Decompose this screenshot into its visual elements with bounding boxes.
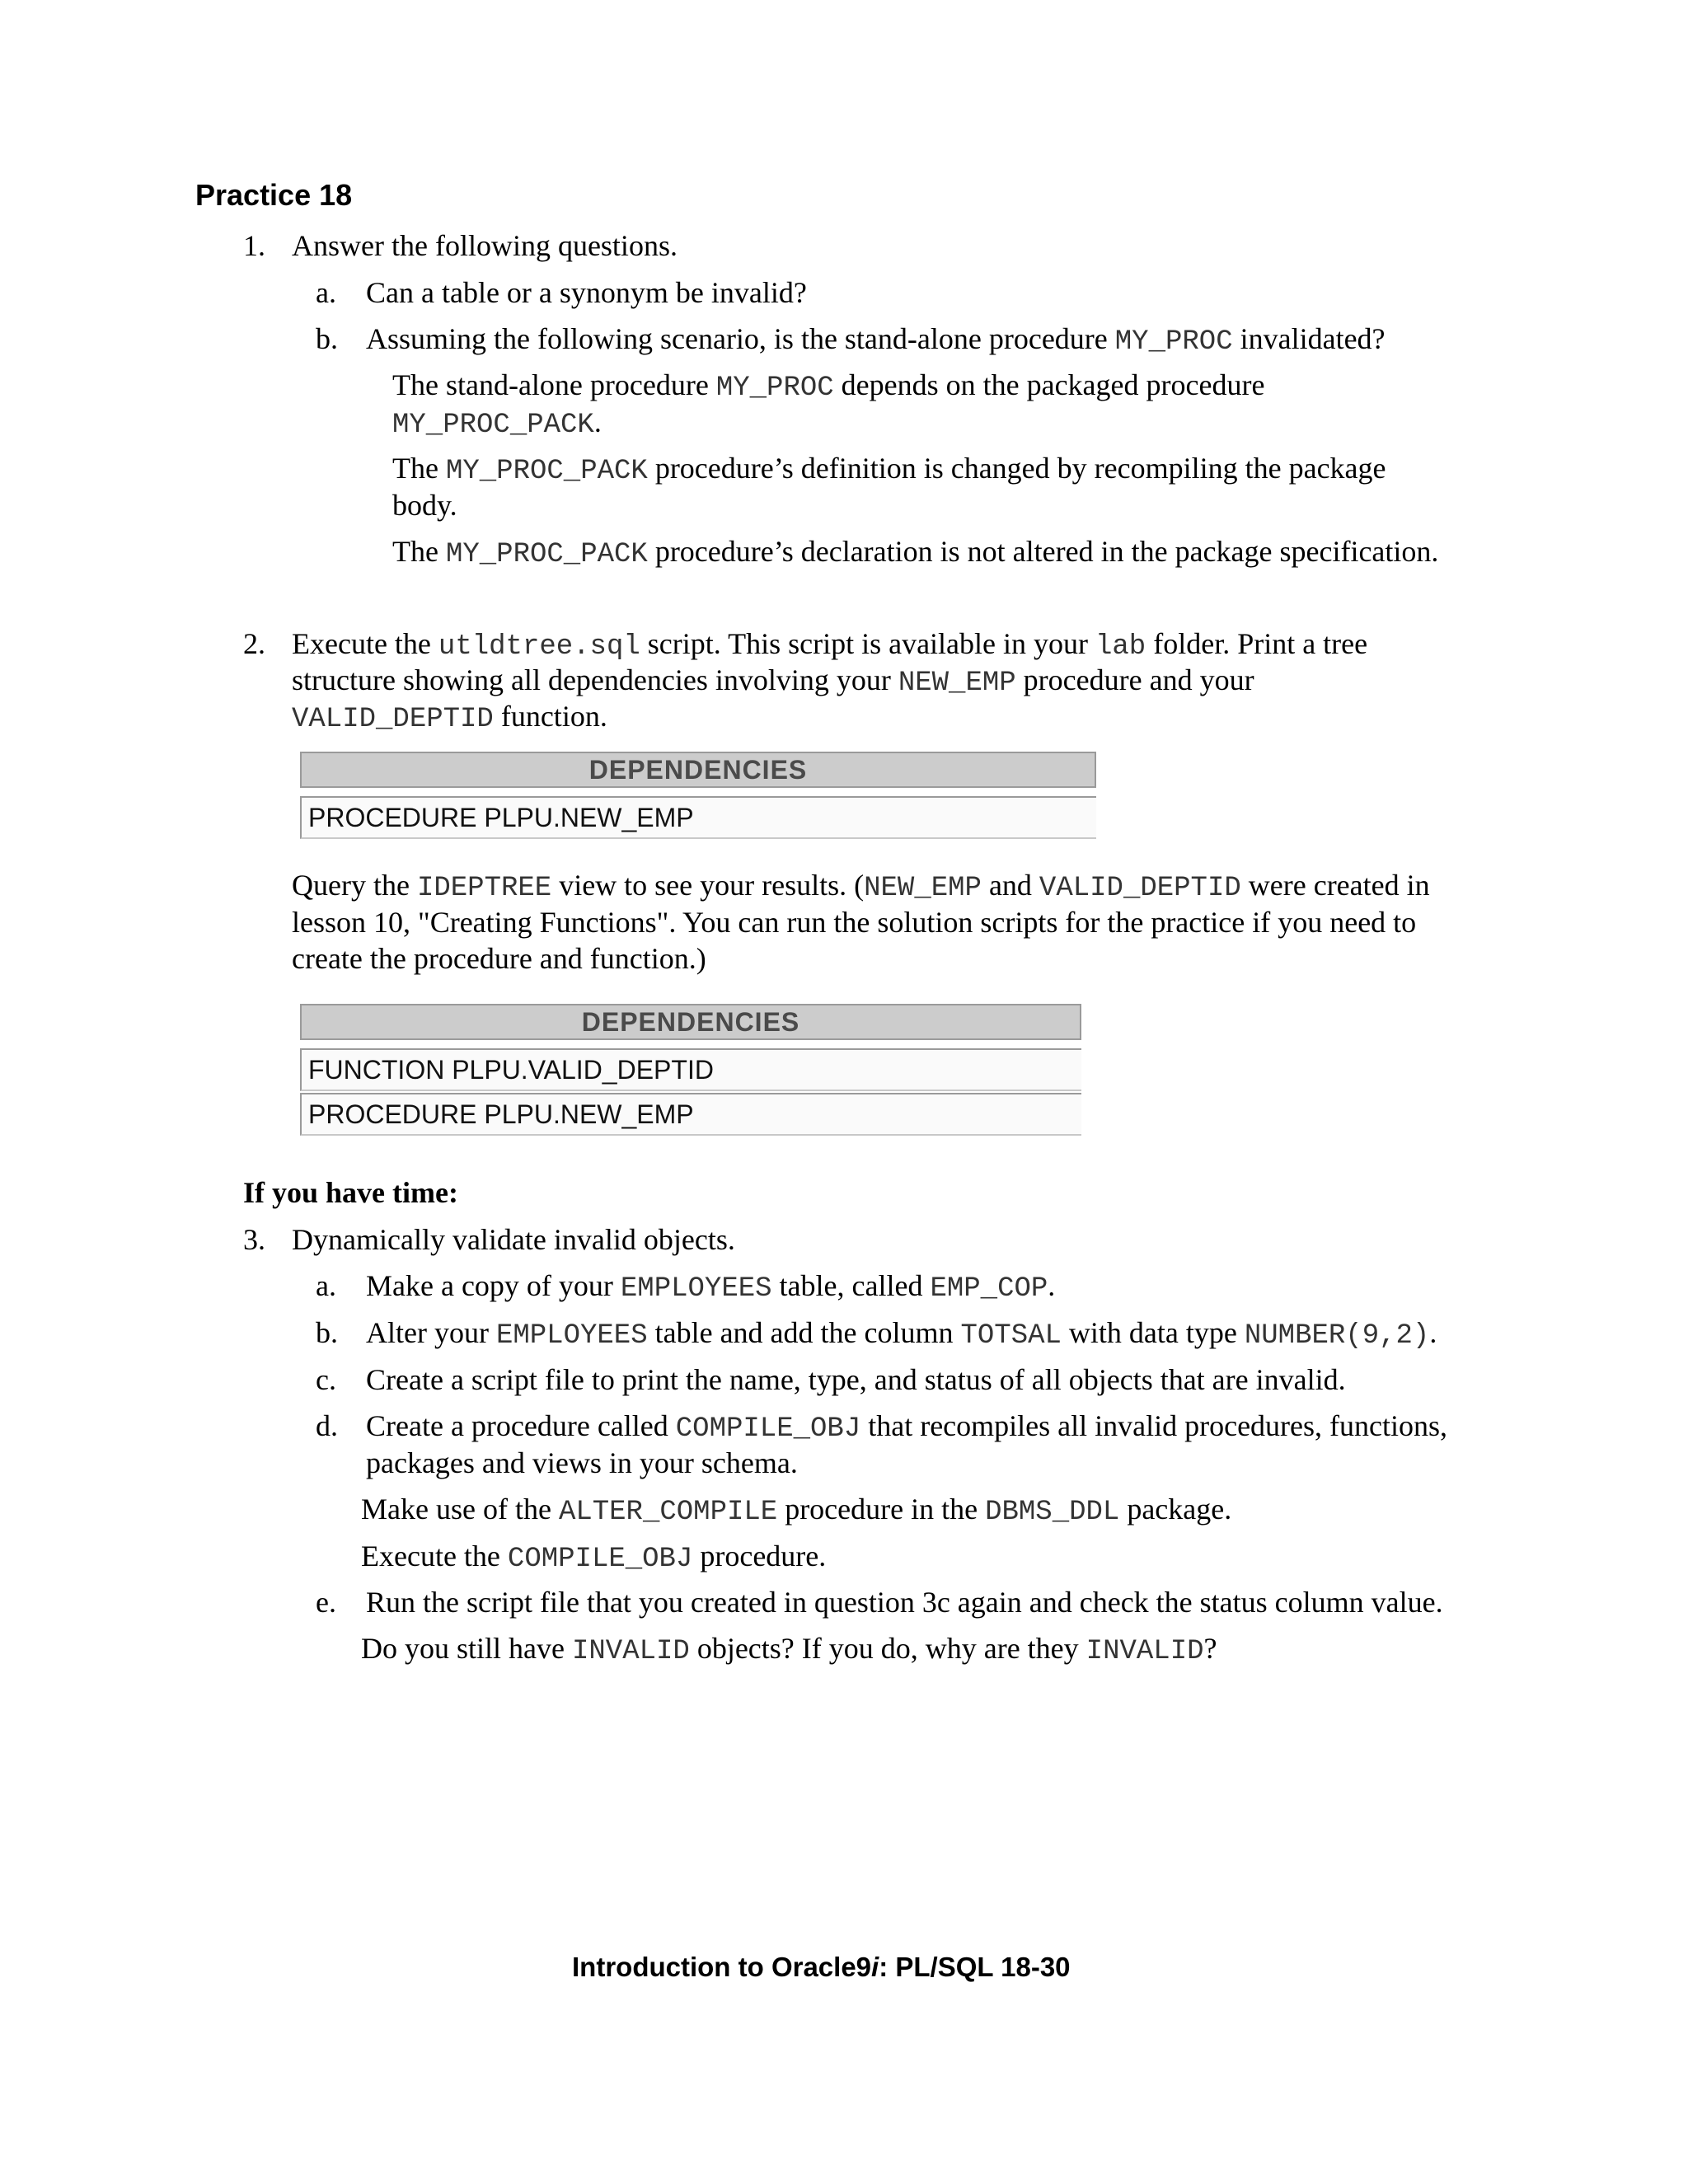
q3c-text: Create a script file to print the name, type, and status of all objects that are invalid. bbox=[366, 1363, 1346, 1396]
q3d-text2: that recompiles all invalid procedures, functions, bbox=[868, 1409, 1448, 1442]
q3d-code1: COMPILE_OBJ bbox=[675, 1413, 861, 1445]
dependencies-table-2 bbox=[300, 1004, 1081, 1139]
q3e-s-code2: INVALID bbox=[1085, 1636, 1204, 1667]
q2-l2-code1: NEW_EMP bbox=[898, 668, 1016, 699]
q1b-p2-line1 bbox=[392, 450, 1386, 490]
table-header: DEPENDENCIES bbox=[300, 752, 1096, 788]
q3d-text1: Create a procedure called bbox=[366, 1409, 668, 1442]
table-row: PROCEDURE PLPU.NEW_EMP bbox=[300, 1093, 1081, 1136]
q3b-text2: table and add the column bbox=[654, 1316, 954, 1349]
table-row: PROCEDURE PLPU.NEW_EMP bbox=[300, 796, 1096, 839]
q3d-m-code2: DBMS_DDL bbox=[985, 1497, 1120, 1528]
q3a-code1: EMPLOYEES bbox=[620, 1273, 772, 1305]
q3d-e-code1: COMPILE_OBJ bbox=[507, 1544, 693, 1575]
q3d-execute-line bbox=[361, 1538, 826, 1577]
q3-text: Dynamically validate invalid objects. bbox=[292, 1223, 735, 1256]
page-footer bbox=[572, 1952, 1071, 1983]
q2-l3-code1: VALID_DEPTID bbox=[292, 704, 494, 735]
footer-text1: Introduction to Oracle9 bbox=[572, 1952, 872, 1982]
q2-l2-text2: procedure and your bbox=[1023, 663, 1254, 696]
q1-text: Answer the following questions. bbox=[292, 229, 678, 262]
q1b-p3-text1: The bbox=[392, 535, 438, 568]
page-title: Practice 18 bbox=[195, 178, 353, 212]
q3d-line1 bbox=[366, 1408, 1447, 1447]
q1b-letter: b. bbox=[316, 322, 338, 355]
footer-text2: : PL/SQL 18-30 bbox=[879, 1952, 1071, 1982]
q2-query-line2: lesson 10, "Creating Functions". You can run the solution scripts for the practice if you need to bbox=[292, 906, 1417, 939]
q1b-text1: Assuming the following scenario, is the stand-alone procedure bbox=[366, 322, 1108, 355]
q1b-p1-text2: depends on the packaged procedure bbox=[841, 368, 1265, 401]
q2-q1-code2: NEW_EMP bbox=[864, 873, 982, 904]
q3b-text1: Alter your bbox=[366, 1316, 489, 1349]
q3e-s-text2: objects? If you do, why are they bbox=[696, 1632, 1079, 1665]
q1b-line bbox=[366, 321, 1386, 360]
q2-l1-text1: Execute the bbox=[292, 627, 431, 660]
q1a-text: Can a table or a synonym be invalid? bbox=[366, 276, 807, 309]
q2-l1-code2: lab bbox=[1095, 631, 1146, 663]
q3a-text1: Make a copy of your bbox=[366, 1269, 613, 1302]
q3d-m-text3: package. bbox=[1127, 1493, 1232, 1526]
q2-q1-text2: view to see your results. ( bbox=[559, 869, 865, 902]
footer-italic: i bbox=[871, 1952, 879, 1982]
q3b-text4: . bbox=[1429, 1316, 1437, 1349]
q2-l1-text2: script. This script is available in your bbox=[647, 627, 1088, 660]
q2-query-line1 bbox=[292, 867, 1430, 907]
q3d-e-text2: procedure. bbox=[700, 1540, 827, 1572]
q1b-p2-line2: body. bbox=[392, 489, 457, 522]
q2-q1-code1: IDEPTREE bbox=[416, 873, 552, 904]
q3a-code2: EMP_COP bbox=[930, 1273, 1048, 1305]
q1b-p1-text3: . bbox=[593, 405, 602, 438]
q1b-p3-text2: procedure’s declaration is not altered in the package specification. bbox=[654, 535, 1439, 568]
q3e-still-line bbox=[361, 1630, 1217, 1670]
q1b-p2-code1: MY_PROC_PACK bbox=[445, 456, 648, 487]
q3b-code1: EMPLOYEES bbox=[495, 1320, 648, 1352]
q3e-s-code1: INVALID bbox=[571, 1636, 690, 1667]
q1b-p1-line1 bbox=[392, 367, 1264, 406]
q1a-letter: a. bbox=[316, 276, 336, 309]
q1b-p1-code1: MY_PROC bbox=[715, 373, 834, 404]
q2-line1 bbox=[292, 626, 1367, 665]
q2-number: 2. bbox=[243, 627, 265, 660]
dependencies-table-1 bbox=[300, 752, 1096, 842]
q2-line3 bbox=[292, 698, 607, 738]
q3a-letter: a. bbox=[316, 1269, 336, 1302]
q3e-s-text3: ? bbox=[1203, 1632, 1217, 1665]
q2-l3-text1: function. bbox=[500, 700, 607, 733]
q3d-m-text2: procedure in the bbox=[785, 1493, 978, 1526]
q1b-p2-text2: procedure’s definition is changed by recompiling the package bbox=[654, 452, 1386, 485]
q1b-text2: invalidated? bbox=[1240, 322, 1386, 355]
q3e-text: Run the script file that you created in question 3c again and check the status column value. bbox=[366, 1586, 1443, 1619]
q3d-letter: d. bbox=[316, 1409, 338, 1442]
q3b-letter: b. bbox=[316, 1316, 338, 1349]
q1b-p1-code2: MY_PROC_PACK bbox=[392, 410, 594, 441]
q3b-code3: NUMBER(9,2) bbox=[1244, 1320, 1430, 1352]
q3d-e-text1: Execute the bbox=[361, 1540, 500, 1572]
q2-q1-text4: were created in bbox=[1248, 869, 1430, 902]
q3b-text3: with data type bbox=[1068, 1316, 1237, 1349]
q2-q1-text1: Query the bbox=[292, 869, 410, 902]
q3a-text2: table, called bbox=[779, 1269, 923, 1302]
q2-line2 bbox=[292, 662, 1254, 701]
q3c-letter: c. bbox=[316, 1363, 336, 1396]
q3d-m-text1: Make use of the bbox=[361, 1493, 551, 1526]
q3a-text3: . bbox=[1048, 1269, 1056, 1302]
table-row: FUNCTION PLPU.VALID_DEPTID bbox=[300, 1048, 1081, 1091]
q3d-make-line bbox=[361, 1491, 1231, 1530]
q1b-p1-line2 bbox=[392, 404, 602, 443]
q3b-line bbox=[366, 1315, 1437, 1354]
q1b-p1-text1: The stand-alone procedure bbox=[392, 368, 709, 401]
q2-query-line3: create the procedure and function.) bbox=[292, 942, 706, 975]
q3e-s-text1: Do you still have bbox=[361, 1632, 565, 1665]
q1b-p3-code1: MY_PROC_PACK bbox=[445, 539, 648, 570]
q3d-line2: packages and views in your schema. bbox=[366, 1446, 798, 1479]
q3b-code2: TOTSAL bbox=[960, 1320, 1062, 1352]
q2-q1-code3: VALID_DEPTID bbox=[1039, 873, 1241, 904]
q2-l1-text3: folder. Print a tree bbox=[1153, 627, 1368, 660]
q1b-p3-line bbox=[392, 533, 1438, 573]
q3d-m-code1: ALTER_COMPILE bbox=[558, 1497, 778, 1528]
q2-q1-text3: and bbox=[988, 869, 1032, 902]
q1b-code1: MY_PROC bbox=[1114, 326, 1233, 358]
q2-l2-text1: structure showing all dependencies involving your bbox=[292, 663, 891, 696]
q2-l1-code1: utldtree.sql bbox=[438, 631, 640, 663]
time-heading: If you have time: bbox=[243, 1176, 458, 1209]
q3-number: 3. bbox=[243, 1223, 265, 1256]
table-header: DEPENDENCIES bbox=[300, 1004, 1081, 1040]
q1b-p2-text1: The bbox=[392, 452, 438, 485]
q3e-letter: e. bbox=[316, 1586, 336, 1619]
q1-number: 1. bbox=[243, 229, 265, 262]
q3a-line bbox=[366, 1268, 1055, 1307]
